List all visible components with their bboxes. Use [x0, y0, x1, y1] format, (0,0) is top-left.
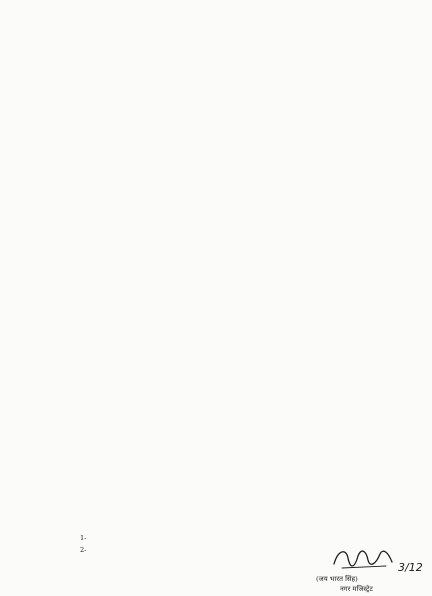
signer-name: (जय भारत सिंह): [316, 575, 358, 583]
signature-block: [310, 538, 410, 594]
enclosure-item-2: 2-: [80, 546, 87, 554]
page-reference: 3/12: [398, 561, 423, 574]
body-paragraph-2: [30, 120, 414, 312]
enclosure-item-1: 1-: [80, 534, 87, 542]
body-paragraph-1: [30, 5, 414, 117]
handwritten-signature: [328, 544, 398, 574]
signer-title: नगर मजिस्ट्रेट: [340, 585, 373, 593]
body-paragraph-3: [30, 314, 414, 448]
body-paragraph-4: [30, 450, 414, 530]
